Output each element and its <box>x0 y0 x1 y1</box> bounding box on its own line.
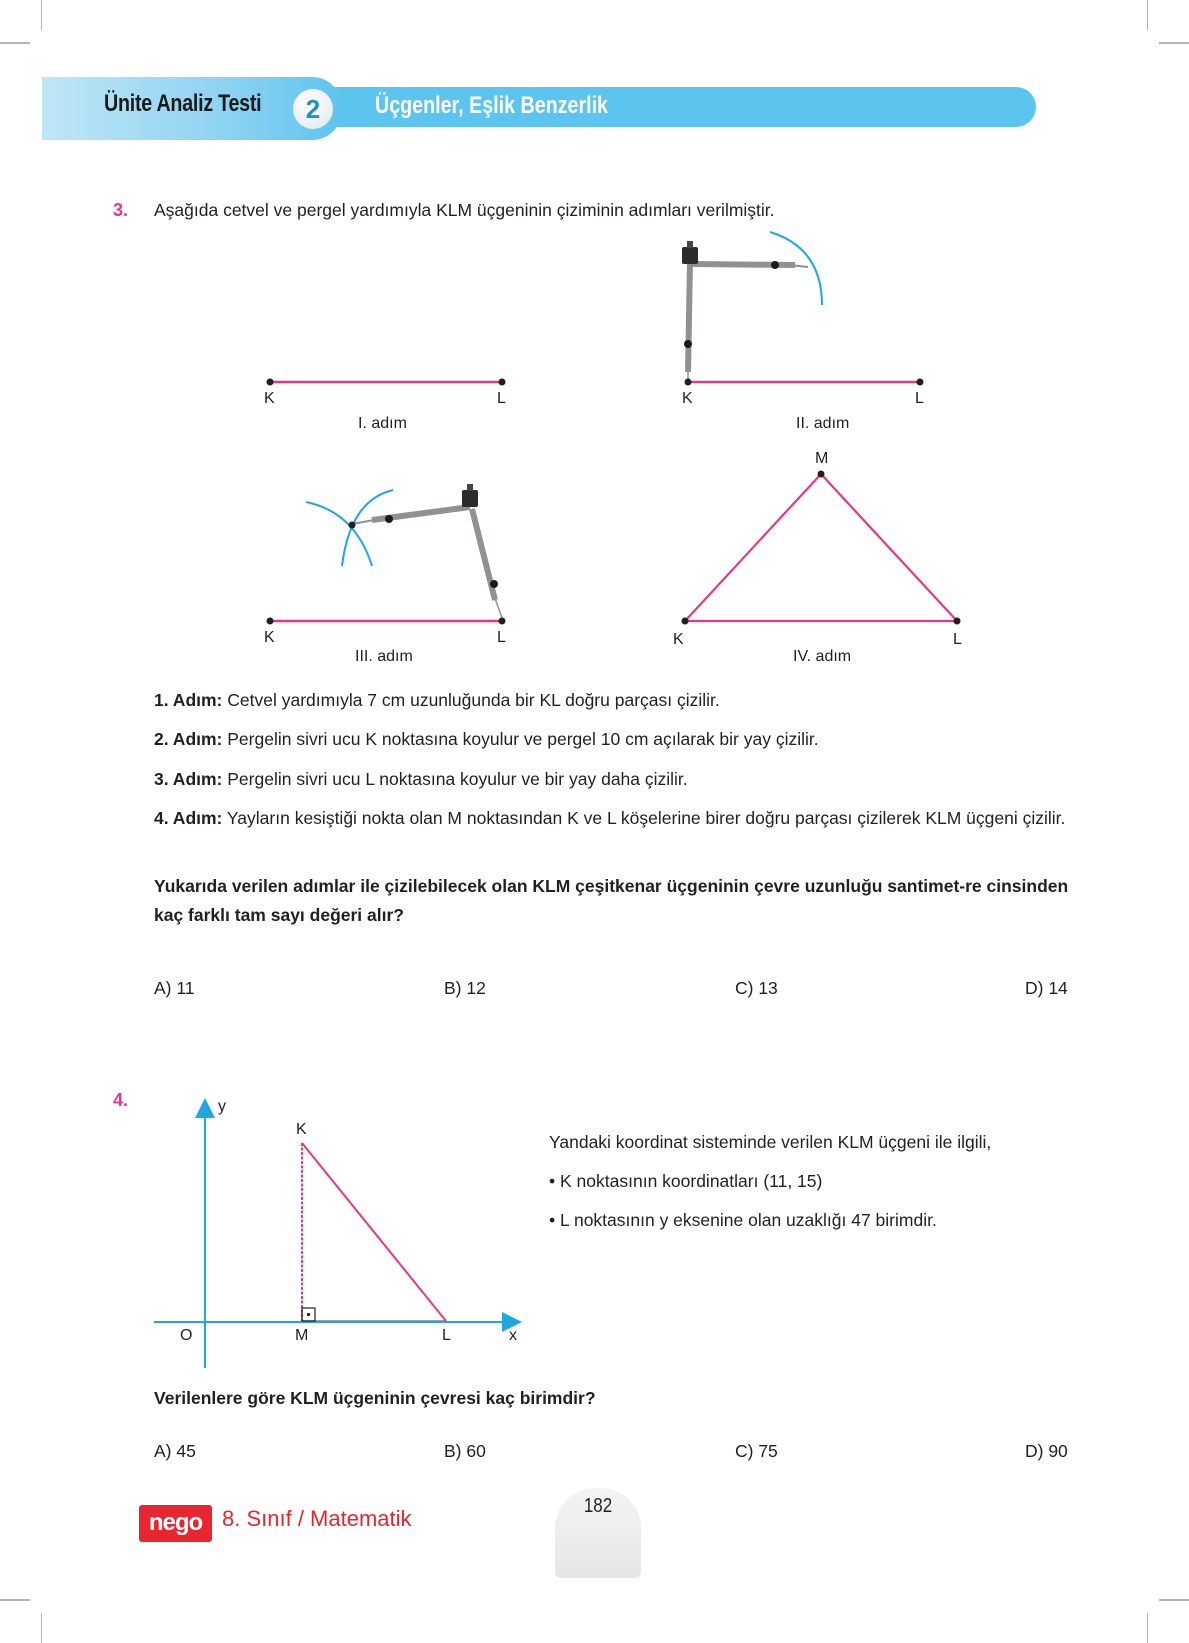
bullet-text: K noktasının koordinatları (11, 15) <box>560 1171 823 1191</box>
segment-kl <box>302 1143 446 1321</box>
question-3-prompt: Yukarıda verilen adımlar ile çizilebilecek olan KLM çeşitkenar üçgeninin çevre uzunluğu santimet-re cinsinden kaç farklı tam sayı değeri alır? <box>154 876 1069 925</box>
option-c[interactable]: C) 13 <box>735 978 778 998</box>
step-text: Pergelin sivri ucu L noktasına koyulur ve bir yay daha çizilir. <box>222 769 688 789</box>
figure-caption: III. adım <box>355 648 413 665</box>
crop-mark <box>1159 1599 1189 1601</box>
option-d[interactable]: D) 14 <box>1025 978 1068 998</box>
option-a[interactable]: A) 11 <box>154 978 195 998</box>
label-m: M <box>815 450 829 467</box>
label-l: L <box>915 390 924 407</box>
label-k: K <box>673 631 684 648</box>
test-number-badge: 2 <box>293 89 333 129</box>
unit-subtitle: Üçgenler, Eşlik Benzerlik <box>375 92 608 119</box>
question-3-intro: Aşağıda cetvel ve pergel yardımıyla KLM üçgeninin çiziminin adımları verilmiştir. <box>154 200 775 220</box>
page-title: Ünite Analiz Testi <box>104 90 262 117</box>
figure-caption: II. adım <box>796 415 850 432</box>
option-c[interactable]: C) 75 <box>735 1441 778 1461</box>
crop-mark <box>1147 1613 1148 1643</box>
x-axis-label: x <box>509 1327 517 1344</box>
question-3-number: 3. <box>113 200 129 220</box>
label-l: L <box>497 390 506 407</box>
step-label: 2. Adım: <box>154 729 223 749</box>
question-4-number: 4. <box>113 1090 129 1110</box>
step-label: 3. Adım: <box>154 769 223 789</box>
footer-subject: 8. Sınıf / Matematik <box>222 1506 412 1531</box>
bullet-text: L noktasının y eksenine olan uzaklığı 47 birimdir. <box>560 1210 937 1230</box>
figure-caption: I. adım <box>358 415 407 432</box>
label-l: L <box>953 631 962 648</box>
crop-mark <box>0 1599 30 1601</box>
bullet-1 <box>549 1171 822 1192</box>
figure-caption: IV. adım <box>793 648 852 665</box>
bullet-2 <box>549 1210 937 1231</box>
point-m-label: M <box>295 1327 309 1344</box>
label-k: K <box>682 390 693 407</box>
step-text: Cetvel yardımıyla 7 cm uzunluğunda bir KL doğru parçası çizilir. <box>222 690 720 710</box>
point-k-label: K <box>296 1121 307 1138</box>
label-l: L <box>497 629 506 646</box>
label-k: K <box>264 390 275 407</box>
option-b[interactable]: B) 12 <box>444 978 486 998</box>
bullet-glyph: • <box>549 1210 556 1230</box>
label-k: K <box>264 629 275 646</box>
option-b[interactable]: B) 60 <box>444 1441 486 1461</box>
step-text: Pergelin sivri ucu K noktasına koyulur ve pergel 10 cm açılarak bir yay çizilir. <box>222 729 819 749</box>
step-label: 1. Adım: <box>154 690 223 710</box>
bullet-glyph: • <box>549 1171 556 1191</box>
step-label: 4. Adım: <box>154 808 223 828</box>
option-d[interactable]: D) 90 <box>1025 1441 1068 1461</box>
point-l-label: L <box>442 1327 451 1344</box>
page-number: 182 <box>583 1495 613 1517</box>
question-4-prompt: Verilenlere göre KLM üçgeninin çevresi kaç birimdir? <box>154 1388 596 1408</box>
right-angle-dot <box>307 1313 310 1316</box>
question-4-intro: Yandaki koordinat sisteminde verilen KLM üçgeni ile ilgili, <box>549 1132 992 1152</box>
step-text: Yayların kesiştiği nokta olan M noktasından K ve L köşelerine birer doğru parçası çizilerek KLM üçgeni çizilir. <box>222 808 1066 828</box>
option-a[interactable]: A) 45 <box>154 1441 196 1461</box>
origin-label: O <box>180 1327 193 1344</box>
y-axis-label: y <box>218 1098 226 1115</box>
crop-mark <box>41 1613 42 1643</box>
publisher-logo: nego <box>139 1505 212 1542</box>
